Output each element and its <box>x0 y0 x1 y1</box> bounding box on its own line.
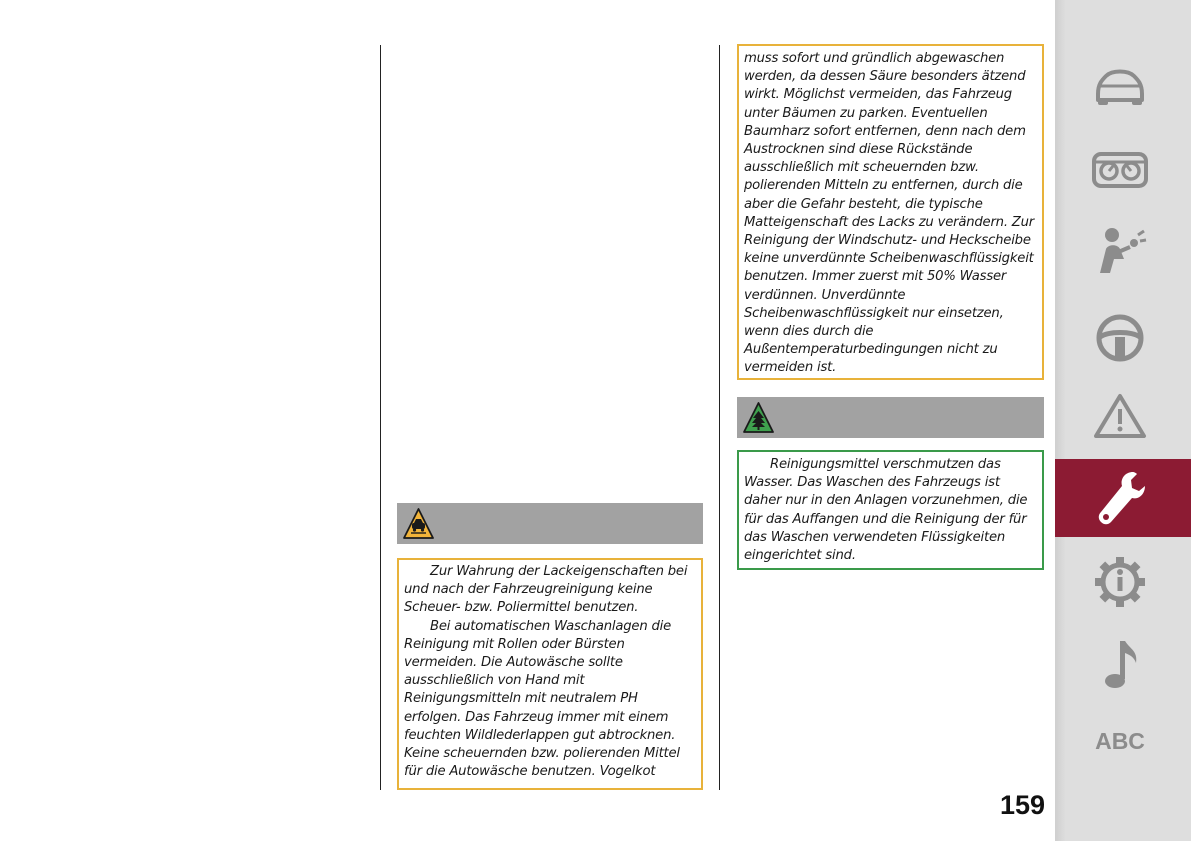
environment-tree-icon <box>741 400 776 435</box>
music-note-icon[interactable] <box>1090 634 1150 694</box>
warning-triangle-icon[interactable] <box>1090 386 1150 446</box>
care-notice-box <box>397 558 703 790</box>
sidebar-abc-index[interactable]: ABC <box>1095 728 1145 754</box>
dashboard-icon[interactable] <box>1090 140 1150 200</box>
column-divider-right <box>719 45 720 790</box>
care-notice-paragraph-1: Zur Wahrung der Lackeigenschaften bei und nach der Fahrzeugreinigung keine Scheuer- bzw. Poliermittel benutzen. <box>404 564 688 616</box>
page-number: 159 <box>999 790 1045 820</box>
steering-wheel-icon[interactable] <box>1090 308 1150 368</box>
airbag-icon[interactable] <box>1090 221 1150 281</box>
environment-notice-header <box>737 397 1044 438</box>
environment-notice-paragraph: Reinigungsmittel verschmutzen das Wasser. Das Waschen des Fahrzeugs ist daher nur in den Anlagen vorzunehmen, die für das Auffangen und die Reinigung der für das Waschen verwendeten Flüssigkeiten eingerichtet sind. <box>744 457 1028 564</box>
car-care-badge-icon <box>401 506 436 541</box>
care-notice-header <box>397 503 703 544</box>
wrench-icon[interactable] <box>1090 468 1150 528</box>
car-icon[interactable] <box>1090 56 1150 116</box>
column-divider-left <box>380 45 381 790</box>
gear-info-icon[interactable] <box>1090 552 1150 612</box>
care-notice-continued-box <box>737 44 1044 380</box>
care-notice-paragraph-2: Bei automatischen Waschanlagen die Reinigung mit Rollen oder Bürsten vermeiden. Die Autowäsche sollte ausschließlich von Hand mit Reinigungsmitteln mit neutralem PH erfolgen. Das Fahrzeug immer mit einem feuchten Wildlederlappen gut abtrocknen. Keine scheuernden bzw. polierenden Mittel für die Autowäsche benutzen. Vogelkot <box>404 618 680 780</box>
care-notice-continued-paragraph: muss sofort und gründlich abgewaschen werden, da dessen Säure besonders ätzend wirkt. Möglichst vermeiden, das Fahrzeug unter Bäumen zu parken. Eventuellen Baumharz sofort entfernen, denn nach dem Austrocknen sind diese Rückstände ausschließlich mit scheuernden bzw. polierenden Mitteln zu entfernen, durch die aber die Gefahr besteht, die typische Matteigenschaft des Lacks zu verändern. Zur Reinigung der Windschutz- und Heckscheibe keine unverdünnte Scheibenwaschflüssigkeit benutzen. Immer zuerst mit 50% Wasser verdünnen. Unverdünnte Scheibenwaschflüssigkeit nur einsetzen, wenn dies durch die Außentemperaturbedingungen nicht zu vermeiden ist. <box>744 51 1035 376</box>
environment-notice-box <box>737 450 1044 570</box>
